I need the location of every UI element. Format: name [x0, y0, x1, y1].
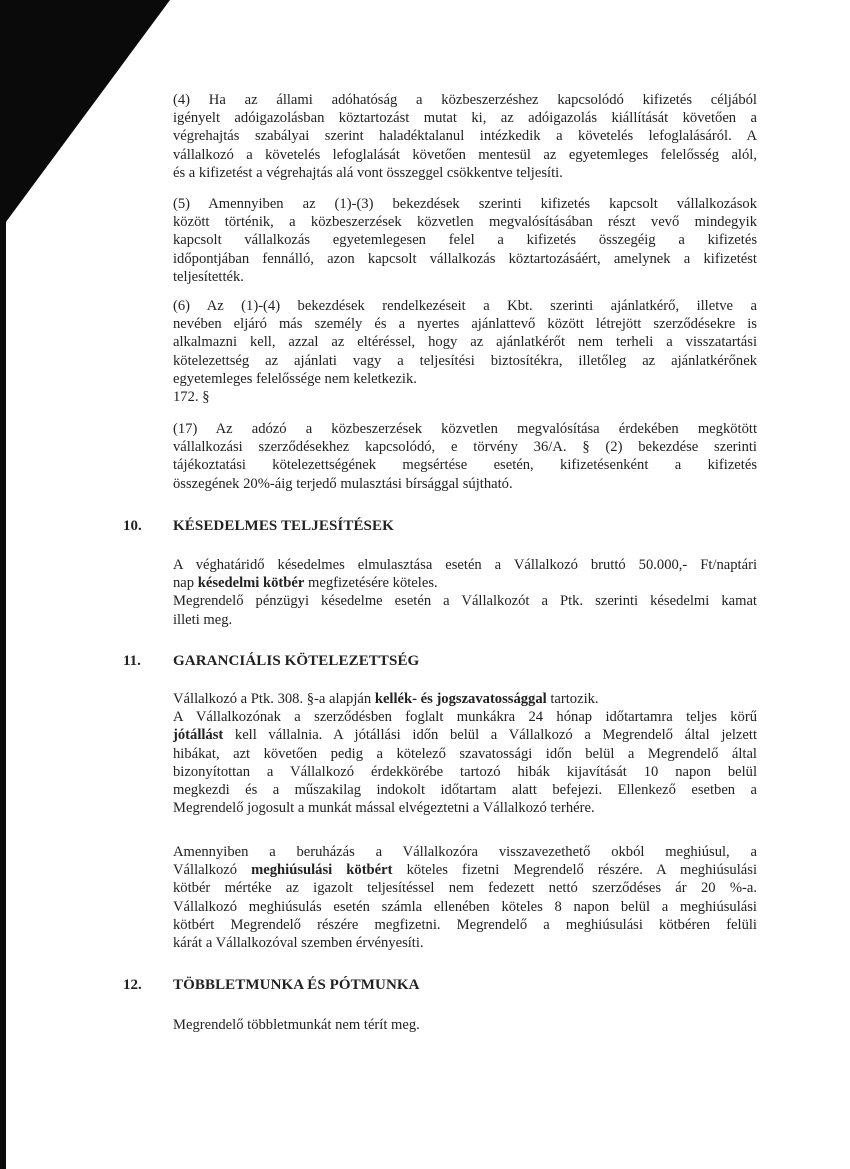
text-line: (5) Amennyiben az (1)-(3) bekezdések szerinti kifizetés kapcsolt vállalkozások	[173, 196, 757, 212]
text-line: (17) Az adózó a közbeszerzések közvetlen megvalósítása érdekében megkötött	[173, 421, 757, 437]
text-line: vállalkozási szerződésekhez kapcsolódó, e törvény 36/A. § (2) bekezdése szerinti	[173, 439, 757, 456]
section-11-penalty	[173, 843, 757, 952]
text-line: teljesítették.	[173, 268, 244, 285]
text-line: kapcsolt vállalkozás egyetemlegesen felel a kifizetés összegéig a kifizetés	[173, 232, 757, 249]
text-run: megfizetésére köteles.	[304, 575, 438, 592]
section-12-number: 12.	[123, 977, 142, 993]
text-line: és a kifizetést a végrehajtás alá vont összeggel csökkentve teljesíti.	[173, 164, 563, 181]
bold-term: kellék- és jogszavatossággal	[374, 691, 547, 707]
text-line: Amennyiben a beruházás a Vállalkozóra visszavezethető okból meghiúsul, a	[173, 844, 757, 860]
text-line: vállalkozó a követelés lefoglalását követően mentesül az egyetemleges felelősség alól,	[173, 146, 757, 163]
text-line: megkezdi és a műszakilag indokolt időtartam alatt befejezi. Ellenkező esetben a	[173, 782, 757, 799]
text-run: Vállalkozó	[173, 862, 252, 879]
section-11-heading: GARANCIÁLIS KÖTELEZETTSÉG	[173, 653, 420, 669]
text-line: egyetemleges felelőssége nem keletkezik.	[173, 370, 417, 387]
text-line: (6) Az (1)-(4) bekezdések rendelkezéseit a Kbt. szerinti ajánlatkérő, illetve a	[173, 298, 757, 314]
text-line	[173, 861, 757, 879]
paragraph-4	[173, 91, 757, 182]
section-11-warranty	[173, 690, 757, 817]
text-line: kötelezettség az ajánlati vagy a teljesítési biztosítékra, illetőleg az ajánlatkérőnek	[173, 352, 757, 369]
text-line: időpontjában fennálló, azon kapcsolt vállalkozás köztartozásáért, amelynek a kifizetést	[173, 250, 757, 267]
text-line: illeti meg.	[173, 611, 233, 628]
text-line: összegének 20%-áig terjedő mulasztási bírsággal sújtható.	[173, 475, 513, 492]
paragraph-5	[173, 195, 757, 286]
text-line: hibákat, azt követően pedig a kötelező szavatossági időn belül a Megrendelő által	[173, 745, 757, 762]
text-line: igényelt adóigazolásban köztartozást mutat ki, az adóigazolás kiállítását követően a	[173, 110, 757, 127]
bold-term: meghiúsulási kötbért	[251, 862, 393, 879]
text-line: kötbért Megrendelő részére megfizetni. Megrendelő a meghiúsulási kötbéren felüli	[173, 916, 757, 933]
section-11-number: 11.	[123, 653, 141, 669]
text-line: kárát a Vállalkozóval szemben érvényesíti.	[173, 935, 424, 952]
text-line: (4) Ha az állami adóhatóság a közbeszerzéshez kapcsolódó kifizetés céljából	[173, 92, 757, 108]
text-run: Vállalkozó a Ptk. 308. §-a alapján	[173, 691, 375, 707]
text-run: köteles fizetni Megrendelő részére. A meghiúsulási	[392, 862, 757, 879]
text-line: alkalmazni kell, azzal az eltéréssel, hogy az ajánlatkérőt nem terheli a visszatartási	[173, 334, 757, 351]
text-line: Megrendelő jogosult a munkát mással elvégeztetni a Vállalkozó terhére.	[173, 800, 595, 817]
bold-term: késedelmi kötbér	[197, 575, 305, 592]
text-line: A Vállalkozónak a szerződésben foglalt munkákra 24 hónap időtartamra teljes körű	[173, 709, 757, 726]
section-10-body	[173, 556, 757, 629]
paragraph-6	[173, 297, 757, 406]
text-line: végrehajtás szabályai szerint haladéktalanul intézkedik a követelés lefoglalásáról. A	[173, 128, 757, 145]
section-mark: 172. §	[173, 389, 210, 406]
text-line: között történik, a közbeszerzések közvetlen megvalósításában részt vevő mindegyik	[173, 214, 757, 231]
text-line: tájékoztatási kötelezettségének megsértése esetén, kifizetésenként a kifizetés	[173, 457, 757, 474]
text-run: kell vállalnia. A jótállási időn belül a Vállalkozó a Megrendelő által jelzett	[223, 727, 757, 744]
paragraph-17	[173, 420, 757, 493]
section-10-heading: KÉSEDELMES TELJESÍTÉSEK	[173, 518, 394, 534]
section-12-heading: TÖBBLETMUNKA ÉS PÓTMUNKA	[173, 977, 420, 993]
text-line: Vállalkozó meghiúsulás esetén számla ellenében köteles 8 napon belül a meghiúsulási	[173, 898, 757, 915]
bold-term: jótállást	[173, 727, 224, 744]
text-line: bizonyítottan a Vállalkozó érdekkörébe tartozó hibák kijavítását 10 napon belül	[173, 763, 757, 780]
text-line	[173, 690, 757, 708]
text-line	[173, 726, 757, 744]
text-line: Megrendelő pénzügyi késedelme esetén a Vállalkozót a Ptk. szerinti késedelmi kamat	[173, 593, 757, 610]
text-run: tartozik.	[546, 691, 599, 707]
text-line: Megrendelő többletmunkát nem térít meg.	[173, 1017, 420, 1033]
section-12-body	[173, 1016, 757, 1034]
text-line: A véghatáridő késedelmes elmulasztása esetén a Vállalkozó bruttó 50.000,- Ft/naptári	[173, 557, 757, 573]
text-line	[173, 574, 757, 592]
section-10-number: 10.	[123, 518, 142, 534]
text-line: kötbér mértéke az igazolt teljesítéssel nem fedezett nettó szerződéses ár 20 %-a.	[173, 880, 757, 897]
text-run: nap	[173, 575, 198, 592]
text-line: nevében eljáró más személy és a nyertes ajánlattevő között létrejött szerződésekre is	[173, 316, 757, 333]
